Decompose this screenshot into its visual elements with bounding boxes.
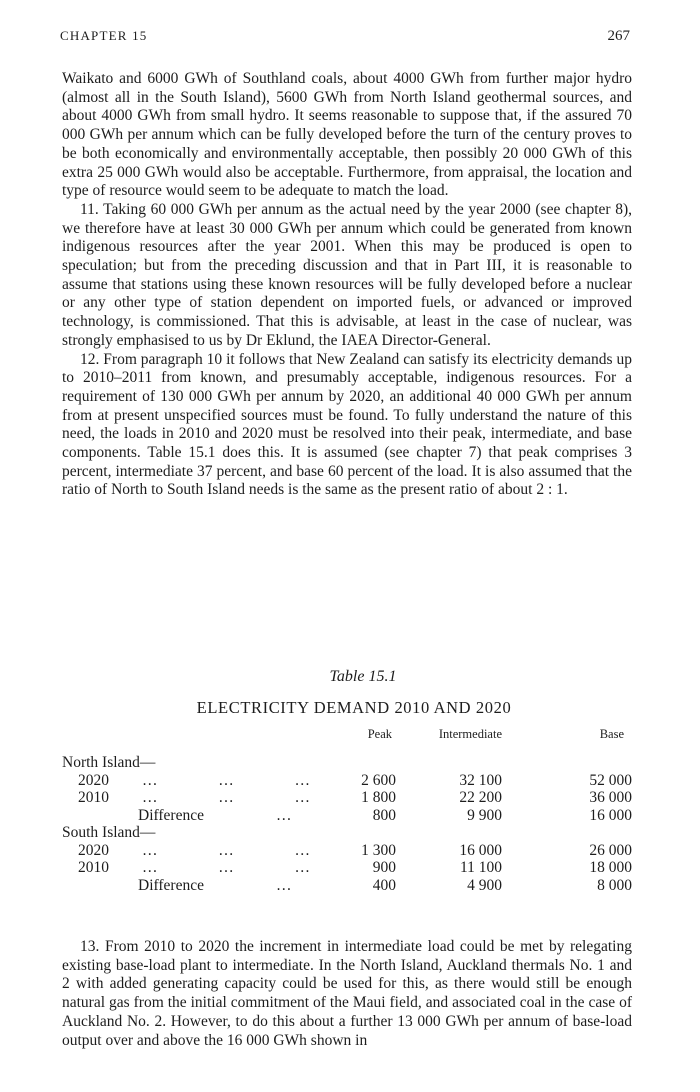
section-label-south: South Island—	[62, 824, 156, 841]
cell-base: 18 000	[589, 859, 632, 876]
running-head	[60, 28, 630, 45]
cell-peak: 400	[372, 876, 396, 894]
row-label: 2010	[78, 859, 109, 876]
paragraph-continued: Waikato and 6000 GWh of Southland coals, about 4000 GWh from further major hydro (almost all in the South Island), 5600 GWh from North Island geothermal sources, and about 4000 GWh from small hydro. It seems reasonable to suppose that, if the assured 70 000 GWh per annum which can be fully developed before the turn of the century proves to be both economically and environmentally acceptable, then possibly 20 000 GWh of this extra 25 000 GWh would also be acceptable. Furthermore, from appraisal, the location and type of resource would seem to be adequate to match the load.	[62, 70, 632, 200]
section-label-north: North Island—	[62, 754, 156, 771]
difference-label: Difference	[138, 806, 204, 824]
cell-intermediate: 22 200	[459, 789, 502, 806]
cell-intermediate: 9 900	[467, 806, 502, 824]
table-row	[62, 842, 632, 860]
cell-base: 36 000	[589, 789, 632, 806]
cell-peak: 1 800	[361, 789, 396, 806]
cell-intermediate: 4 900	[467, 876, 502, 894]
column-header-base: Base	[599, 727, 624, 741]
leader-dots: …	[275, 806, 292, 824]
cell-intermediate: 16 000	[459, 841, 502, 859]
table-header-row	[62, 726, 632, 754]
body-text	[62, 70, 632, 500]
section-row-south	[62, 824, 632, 842]
cell-base: 16 000	[589, 806, 632, 824]
cell-intermediate: 32 100	[459, 771, 502, 789]
leader-dots: … … …	[142, 859, 312, 876]
cell-peak: 2 600	[361, 771, 396, 789]
column-header-intermediate: Intermediate	[438, 727, 502, 741]
row-label	[62, 877, 312, 895]
leader-dots: …	[275, 876, 292, 894]
table-block	[62, 668, 632, 894]
cell-peak: 800	[372, 806, 396, 824]
table-row-difference	[62, 807, 632, 825]
cell-base: 8 000	[597, 876, 632, 894]
leader-dots: … … …	[142, 771, 312, 789]
row-label: 2010	[78, 789, 109, 806]
table-row	[62, 772, 632, 790]
leader-dots: … … …	[142, 841, 312, 859]
leader-dots: … … …	[142, 789, 312, 806]
electricity-demand-table	[62, 726, 632, 894]
cell-base: 26 000	[589, 841, 632, 859]
cell-base: 52 000	[589, 771, 632, 789]
table-row-difference	[62, 877, 632, 895]
section-row-north	[62, 754, 632, 772]
table-title: ELECTRICITY DEMAND 2010 AND 2020	[196, 698, 512, 717]
difference-label: Difference	[138, 876, 204, 894]
table-row	[62, 859, 632, 877]
chapter-heading: CHAPTER 15	[60, 28, 148, 43]
column-header-peak: Peak	[367, 727, 392, 741]
table-row	[62, 789, 632, 807]
row-label: 2020	[78, 771, 109, 789]
paragraph-12: 12. From paragraph 10 it follows that New Zealand can satisfy its electricity demands up to 2010–2011 from known, and presumably acceptable, indigenous resources. For a requirement of 130 000 GWh per annum by 2020, an additional 40 000 GWh per annum from at present unspecified sources must be found. To fully understand the nature of this need, the loads in 2010 and 2020 must be resolved into their peak, intermediate, and base components. Table 15.1 does this. It is assumed (see chapter 7) that peak comprises 3 percent, intermediate 37 percent, and base 60 percent of the load. It is also assumed that the ratio of North to South Island needs is the same as the present ratio of about 2 : 1.	[62, 350, 632, 499]
table-caption: Table 15.1	[329, 668, 397, 685]
cell-intermediate: 11 100	[459, 859, 502, 876]
cell-peak: 1 300	[361, 841, 396, 859]
page-number: 267	[607, 28, 630, 44]
paragraph-13: 13. From 2010 to 2020 the increment in intermediate load could be met by relegating existing base-load plant to intermediate. In the North Island, Auckland thermals No. 1 and 2 with added generating capacity could be used for this, as there would still be enough natural gas from the initial commitment of the Maui field, and associated coal in the case of Auckland No. 2. However, to do this about a further 13 000 GWh per annum of base-load output over and above the 16 000 GWh shown in	[62, 938, 632, 1049]
paragraph-11: 11. Taking 60 000 GWh per annum as the actual need by the year 2000 (see chapter 8), we therefore have at least 30 000 GWh per annum which could be generated from known indigenous resources after the year 2001. When this may be produced is open to speculation; but from the preceding discussion and that in Part III, it is reasonable to assume that stations using these known resources will be fully developed before a nuclear or any other type of station dependent on imported fuels, or advanced or improved technology, is commissioned. That this is advisable, at least in the case of nuclear, was strongly emphasised to us by Dr Eklund, the IAEA Director-General.	[62, 200, 632, 349]
row-label: 2020	[78, 841, 109, 859]
cell-peak: 900	[372, 859, 396, 876]
row-label	[62, 807, 312, 825]
body-text-continued	[62, 938, 632, 1050]
